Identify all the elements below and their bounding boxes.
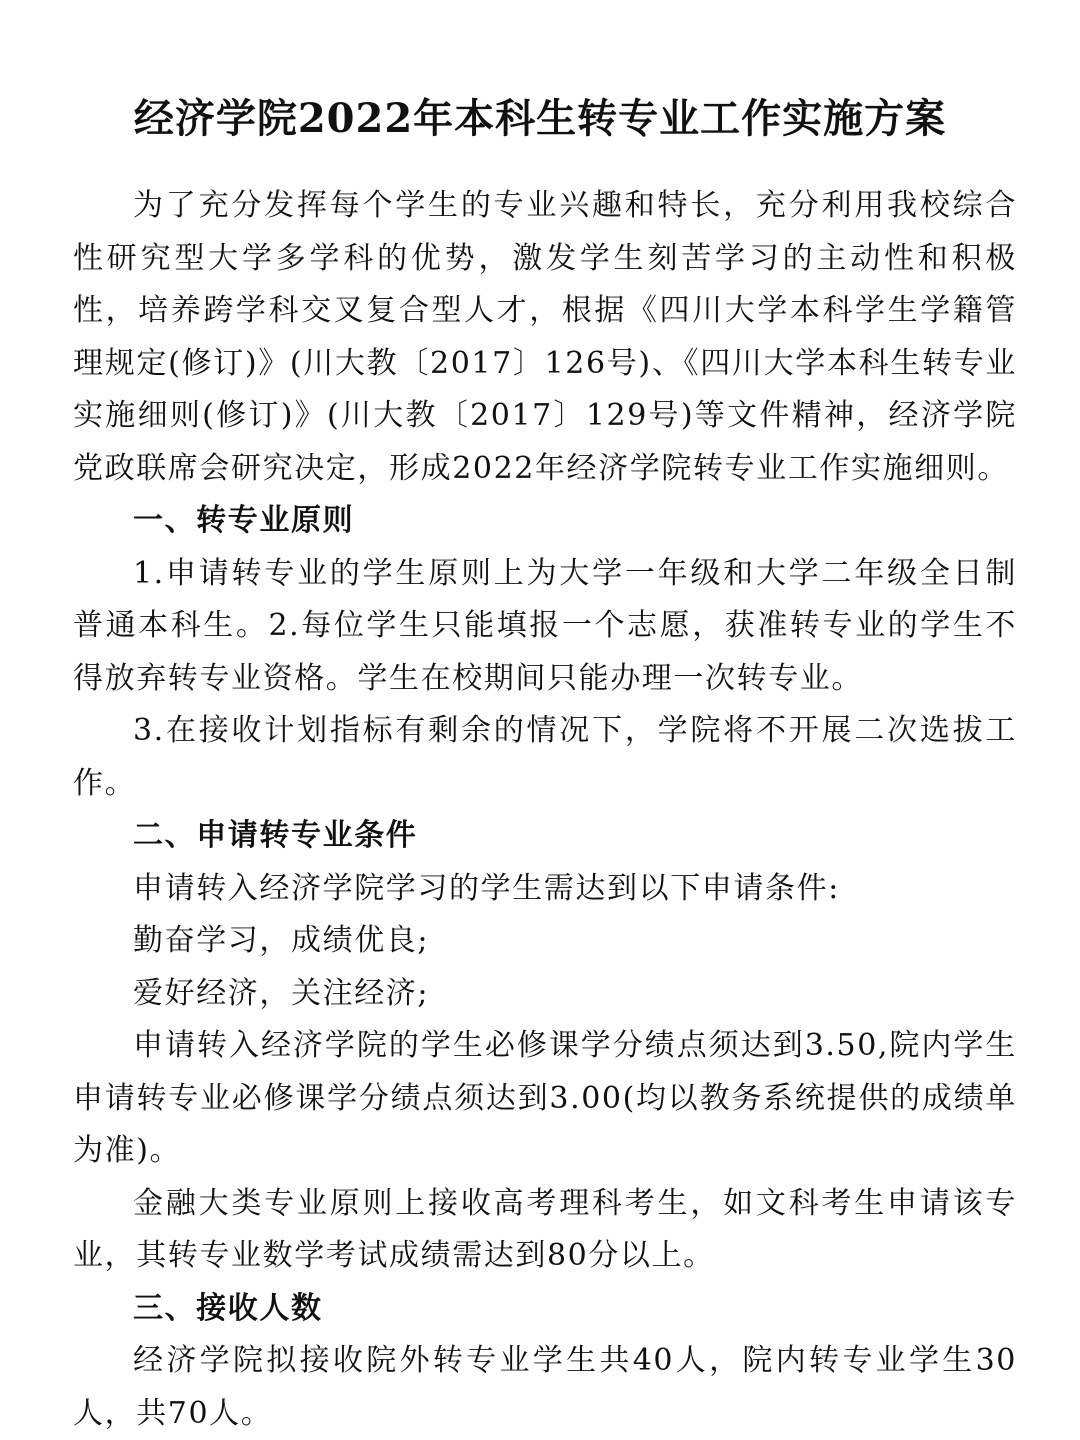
section-conditions	[73, 810, 1017, 1283]
page-title: 经济学院2022年本科生转专业工作实施方案	[0, 89, 1080, 149]
section-paragraph: 1.申请转专业的学生原则上为大学一年级和大学二年级全日制普通本科生。2.每位学生只能填报一个志愿，获准转专业的学生不得放弃转专业资格。学生在校期间只能办理一次转专业。	[73, 548, 1017, 706]
section-enrollment	[73, 1283, 1017, 1440]
section-paragraph: 经济学院拟接收院外转专业学生共40人，院内转专业学生30人，共70人。	[73, 1335, 1017, 1440]
section-paragraph: 勤奋学习，成绩优良;	[73, 915, 1017, 968]
section-heading: 三、接收人数	[73, 1283, 1017, 1336]
document-body	[73, 180, 1017, 1440]
section-paragraph: 3.在接收计划指标有剩余的情况下，学院将不开展二次选拔工作。	[73, 705, 1017, 810]
section-paragraph: 申请转入经济学院的学生必修课学分绩点须达到3.50,院内学生申请转专业必修课学分绩点须达到3.00(均以教务系统提供的成绩单为准)。	[73, 1020, 1017, 1178]
section-paragraph: 爱好经济，关注经济;	[73, 968, 1017, 1021]
section-paragraph: 申请转入经济学院学习的学生需达到以下申请条件:	[73, 863, 1017, 916]
section-paragraph: 金融大类专业原则上接收高考理科考生，如文科考生申请该专业，其转专业数学考试成绩需达到80分以上。	[73, 1178, 1017, 1283]
intro-paragraph: 为了充分发挥每个学生的专业兴趣和特长，充分利用我校综合性研究型大学多学科的优势，激发学生刻苦学习的主动性和积极性，培养跨学科交叉复合型人才，根据《四川大学本科学生学籍管理规定(修订)》(川大教〔2017〕126号)、《四川大学本科生转专业实施细则(修订)》(川大教〔2017〕129号)等文件精神，经济学院党政联席会研究决定，形成2022年经济学院转专业工作实施细则。	[73, 180, 1017, 495]
section-heading: 二、申请转专业条件	[73, 810, 1017, 863]
section-principles	[73, 495, 1017, 810]
section-heading: 一、转专业原则	[73, 495, 1017, 548]
